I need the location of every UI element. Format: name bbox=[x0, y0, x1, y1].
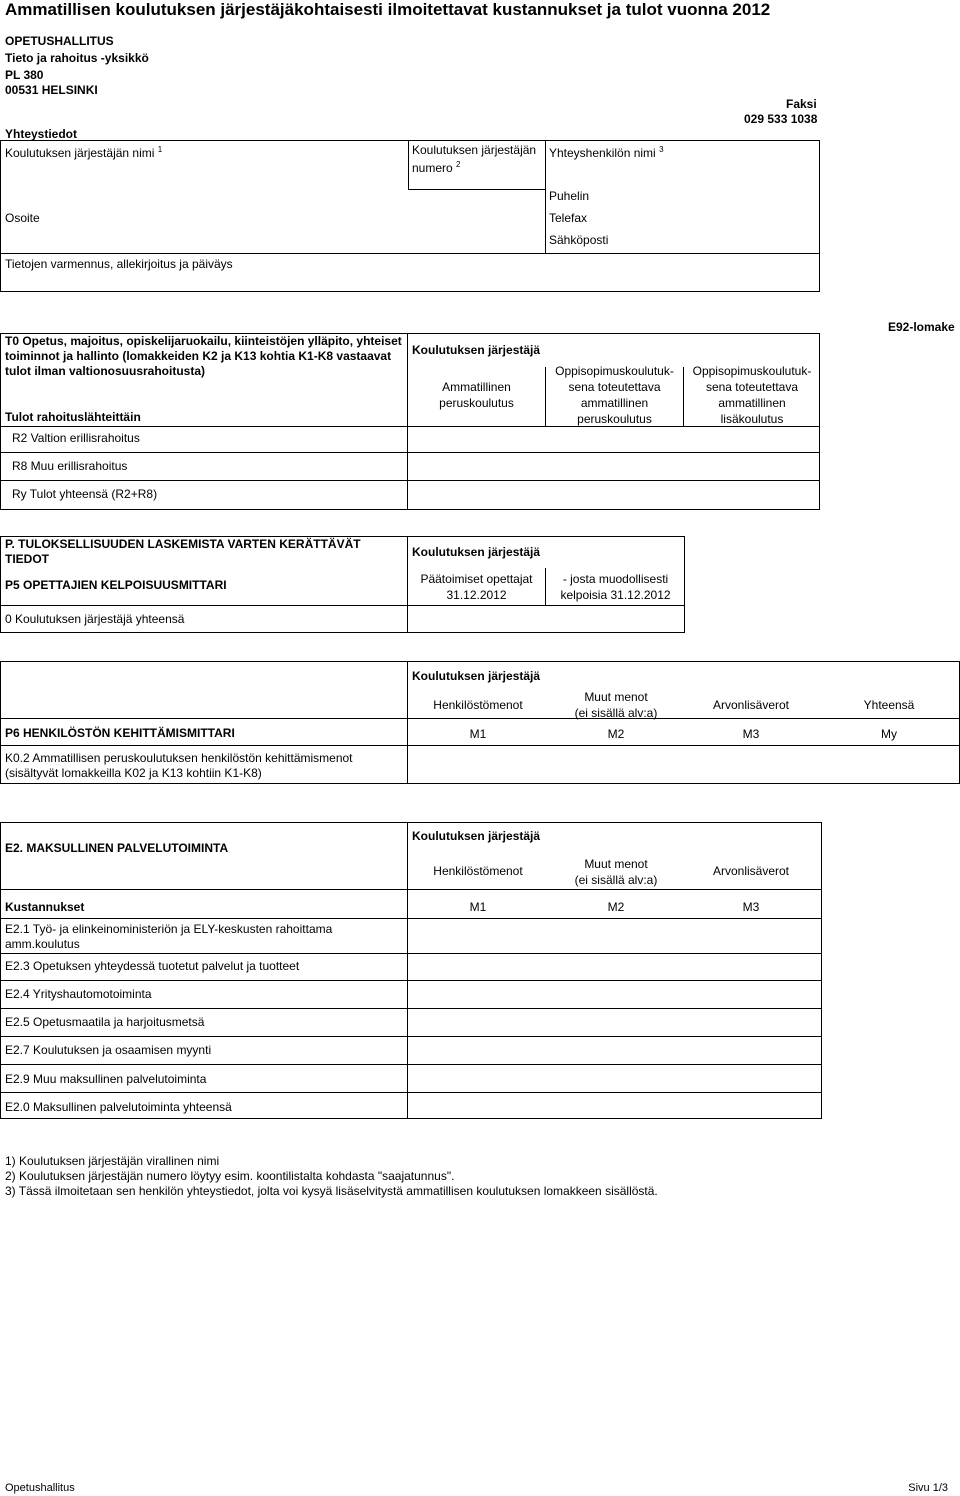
fax-label: Faksi bbox=[786, 97, 817, 111]
divider bbox=[407, 333, 408, 509]
organizer-number-label: numero $^2$ bbox=[412, 160, 461, 175]
phone-label: Puhelin bbox=[549, 189, 590, 203]
p6-code: M3 bbox=[742, 727, 760, 741]
address-field-label: Osoite bbox=[5, 211, 40, 225]
p6-row-label: (sisältyvät lomakkeilla K02 ja K13 kohtiin K1-K8) bbox=[5, 766, 262, 780]
page-title: Ammatillisen koulutuksen järjestäjäkohtaisesti ilmoitettavat kustannukset ja tulot vuonna 2012 bbox=[5, 0, 771, 19]
e2-code: M2 bbox=[607, 900, 625, 914]
p5-heading: P. TULOKSELLISUUDEN LASKEMISTA VARTEN KERÄTTÄVÄT bbox=[5, 537, 361, 551]
divider bbox=[0, 452, 820, 453]
divider bbox=[0, 718, 960, 719]
divider bbox=[545, 140, 546, 254]
t0-row-label: Ry Tulot yhteensä (R2+R8) bbox=[12, 487, 158, 501]
p6-code: M1 bbox=[469, 727, 487, 741]
t0-row-label: R2 Valtion erillisrahoitus bbox=[12, 431, 140, 445]
t0-heading: T0 Opetus, majoitus, opiskelijaruokailu, kiinteistöjen ylläpito, yhteiset bbox=[5, 334, 402, 348]
divider bbox=[0, 480, 820, 481]
p5-subheading: P5 OPETTAJIEN KELPOISUUSMITTARI bbox=[5, 578, 227, 592]
telefax-label: Telefax bbox=[549, 211, 588, 225]
address-line: Tieto ja rahoitus -yksikkö bbox=[5, 51, 149, 65]
t0-row-label: R8 Muu erillisrahoitus bbox=[12, 459, 128, 473]
footnote: 1) Koulutuksen järjestäjän virallinen nimi bbox=[5, 1154, 220, 1168]
contact-heading: Yhteystiedot bbox=[5, 127, 78, 141]
fax-number: 029 533 1038 bbox=[744, 112, 818, 126]
address-line: 00531 HELSINKI bbox=[5, 83, 98, 97]
t0-col-header: Ammatillinen peruskoulutus bbox=[439, 380, 514, 410]
e2-code: M1 bbox=[469, 900, 487, 914]
p6-org-header: Koulutuksen järjestäjä bbox=[412, 669, 541, 683]
divider bbox=[0, 1092, 822, 1093]
divider bbox=[408, 189, 545, 190]
p6-col-header: Yhteensä bbox=[863, 698, 915, 712]
divider bbox=[0, 1008, 822, 1009]
t0-heading: tulot ilman valtionosuusrahoitusta) bbox=[5, 364, 206, 378]
footnote: 3) Tässä ilmoitetaan sen henkilön yhteystiedot, jolta voi kysyä lisäselvitystä ammatillisen koulutuksen lomakkeen sisällöstä. bbox=[5, 1184, 658, 1198]
e2-row-label: amm.koulutus bbox=[5, 937, 80, 951]
e2-row-label: E2.5 Opetusmaatila ja harjoitusmetsä bbox=[5, 1015, 205, 1029]
e2-row-label: E2.3 Opetuksen yhteydessä tuotetut palvelut ja tuotteet bbox=[5, 959, 300, 973]
p6-row-label: K0.2 Ammatillisen peruskoulutuksen henkilöstön kehittämismenot bbox=[5, 751, 353, 765]
p5-col-header: - josta muodollisesti kelpoisia 31.12.2012 bbox=[560, 572, 671, 602]
e2-row-label: E2.4 Yrityshautomotoiminta bbox=[5, 987, 152, 1001]
contact-person-label: Yhteyshenkilön nimi $^3$ bbox=[549, 145, 664, 160]
p6-code: My bbox=[881, 727, 897, 741]
p5-org-header: Koulutuksen järjestäjä bbox=[412, 545, 541, 559]
e2-heading: E2. MAKSULLINEN PALVELUTOIMINTA bbox=[5, 841, 229, 855]
e2-col-header: Arvonlisäverot bbox=[712, 864, 790, 878]
organizer-name-label: Koulutuksen järjestäjän nimi $^1$ bbox=[5, 145, 163, 160]
form-id: E92-lomake bbox=[888, 320, 955, 334]
e2-row-label: E2.0 Maksullinen palvelutoiminta yhteensä bbox=[5, 1100, 232, 1114]
t0-subheading: Tulot rahoituslähteittäin bbox=[5, 410, 141, 424]
divider bbox=[0, 918, 822, 919]
t0-col-header: Oppisopimuskoulutuk- sena toteutettava ammatillinen lisäkoulutus bbox=[692, 364, 812, 426]
p5-heading: TIEDOT bbox=[5, 552, 49, 566]
t0-heading: toiminnot ja hallinto (lomakkeiden K2 ja K13 kohtia K1-K8 vastaavat bbox=[5, 349, 392, 363]
e2-col-header: Muut menot (ei sisällä alv:a) bbox=[574, 857, 658, 887]
divider bbox=[407, 661, 408, 783]
divider bbox=[0, 980, 822, 981]
email-label: Sähköposti bbox=[549, 233, 609, 247]
divider bbox=[0, 889, 822, 890]
p6-col-header: Henkilöstömenot bbox=[433, 698, 523, 712]
e2-row-label: E2.7 Koulutuksen ja osaamisen myynti bbox=[5, 1043, 212, 1057]
divider bbox=[408, 140, 409, 190]
divider bbox=[0, 1036, 822, 1037]
e2-org-header: Koulutuksen järjestäjä bbox=[412, 829, 541, 843]
divider bbox=[0, 1064, 822, 1065]
verification-label: Tietojen varmennus, allekirjoitus ja päiväys bbox=[5, 257, 233, 271]
p5-col-header: Päätoimiset opettajat 31.12.2012 bbox=[420, 572, 533, 602]
divider bbox=[0, 605, 685, 606]
t0-org-header: Koulutuksen järjestäjä bbox=[412, 343, 541, 357]
p5-row-label: 0 Koulutuksen järjestäjä yhteensä bbox=[5, 612, 185, 626]
footnote: 2) Koulutuksen järjestäjän numero löytyy esim. koontilistalta kohdasta "saajatunnus". bbox=[5, 1169, 455, 1183]
address-line: PL 380 bbox=[5, 68, 44, 82]
divider bbox=[0, 253, 820, 254]
t0-col-header: Oppisopimuskoulutuk- sena toteutettava ammatillinen peruskoulutus bbox=[555, 364, 674, 426]
footer-publisher: Opetushallitus bbox=[5, 1482, 75, 1494]
p6-col-header: Arvonlisäverot bbox=[712, 698, 790, 712]
e2-col-header: Henkilöstömenot bbox=[433, 864, 523, 878]
p6-code: M2 bbox=[607, 727, 625, 741]
p6-heading: P6 HENKILÖSTÖN KEHITTÄMISMITTARI bbox=[5, 726, 235, 740]
e2-row-label: E2.1 Työ- ja elinkeinoministeriön ja ELY-keskusten rahoittama bbox=[5, 922, 333, 936]
e2-row-label: E2.9 Muu maksullinen palvelutoiminta bbox=[5, 1072, 207, 1086]
address-line: OPETUSHALLITUS bbox=[5, 34, 114, 48]
divider bbox=[0, 745, 960, 746]
footer-page-number: Sivu 1/3 bbox=[908, 1482, 948, 1494]
divider bbox=[0, 953, 822, 954]
e2-code: M3 bbox=[742, 900, 760, 914]
p6-col-header: Muut menot (ei sisällä alv:a) bbox=[574, 690, 658, 720]
e2-costs-label: Kustannukset bbox=[5, 900, 85, 914]
organizer-number-label: Koulutuksen järjestäjän bbox=[412, 143, 537, 157]
